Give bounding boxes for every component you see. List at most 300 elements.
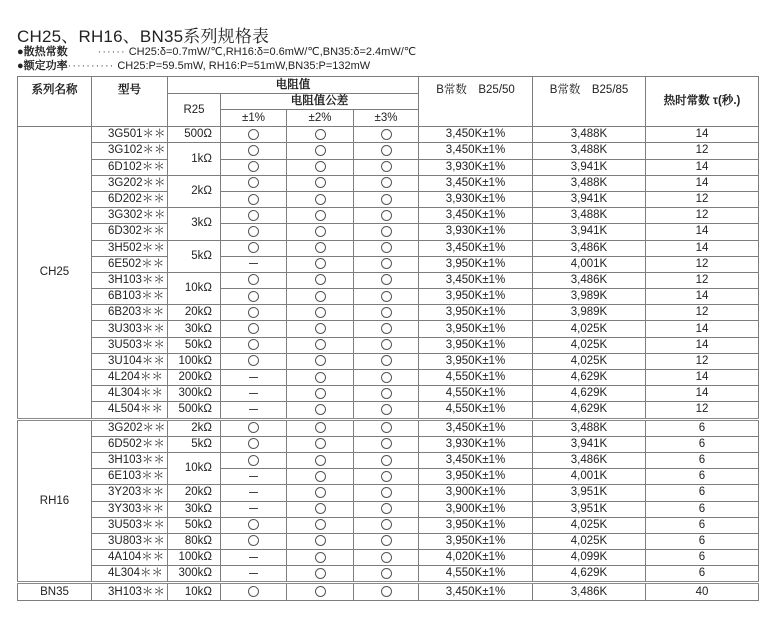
available-circle-icon — [315, 404, 326, 415]
b2585-value: 4,025K — [533, 517, 646, 533]
available-circle-icon — [315, 422, 326, 433]
leader-dots: ······ — [97, 46, 126, 58]
available-circle-icon — [381, 274, 392, 285]
available-circle-icon — [381, 177, 392, 188]
spec-value: CH25:P=59.5mW, RH16:P=51mW,BN35:P=132mW — [117, 60, 371, 72]
available-circle-icon — [381, 210, 392, 221]
model-number: 3Y303＊＊ — [92, 501, 168, 517]
tau-value: 14 — [646, 337, 759, 353]
table-row — [18, 402, 759, 419]
not-available-dash-icon — [249, 409, 258, 410]
tolerance-3-cell — [354, 370, 419, 386]
tolerance-2-cell — [287, 143, 354, 159]
model-number: 3G501＊＊ — [92, 127, 168, 143]
tolerance-1-cell — [221, 256, 287, 272]
b2585-value: 3,951K — [533, 501, 646, 517]
header-series: 系列名称 — [18, 77, 92, 127]
available-circle-icon — [315, 519, 326, 530]
b2585-value: 4,629K — [533, 402, 646, 419]
available-circle-icon — [248, 339, 259, 350]
available-circle-icon — [315, 339, 326, 350]
r25-value: 10kΩ — [168, 272, 221, 304]
tolerance-3-cell — [354, 289, 419, 305]
tolerance-1-cell — [221, 353, 287, 369]
table-row — [18, 583, 759, 600]
available-circle-icon — [248, 291, 259, 302]
not-available-dash-icon — [249, 557, 258, 558]
tau-value: 14 — [646, 159, 759, 175]
table-row — [18, 337, 759, 353]
r25-value: 20kΩ — [168, 485, 221, 501]
available-circle-icon — [315, 129, 326, 140]
spec-label: 散热常数 — [23, 46, 68, 58]
not-available-dash-icon — [249, 263, 258, 264]
table-row — [18, 469, 759, 485]
not-available-dash-icon — [249, 393, 258, 394]
tolerance-1-cell — [221, 583, 287, 600]
table-row — [18, 208, 759, 224]
b2585-value: 3,951K — [533, 485, 646, 501]
not-available-dash-icon — [249, 377, 258, 378]
b2550-value: 3,450K±1% — [419, 272, 533, 288]
table-body — [18, 127, 759, 600]
tolerance-2-cell — [287, 272, 354, 288]
b2585-value: 4,629K — [533, 386, 646, 402]
available-circle-icon — [381, 422, 392, 433]
model-number: 3U503＊＊ — [92, 517, 168, 533]
header-tol-2: ±2% — [287, 110, 354, 127]
tau-value: 12 — [646, 143, 759, 159]
b2550-value: 3,450K±1% — [419, 419, 533, 436]
model-number: 3G302＊＊ — [92, 208, 168, 224]
tolerance-3-cell — [354, 402, 419, 419]
b2550-value: 3,930K±1% — [419, 159, 533, 175]
table-row — [18, 436, 759, 452]
available-circle-icon — [248, 242, 259, 253]
available-circle-icon — [315, 455, 326, 466]
tau-value: 12 — [646, 256, 759, 272]
model-number: 4L304＊＊ — [92, 566, 168, 583]
b2585-value: 4,001K — [533, 256, 646, 272]
r25-value: 5kΩ — [168, 436, 221, 452]
available-circle-icon — [315, 194, 326, 205]
series-name: RH16 — [18, 419, 92, 583]
table-row — [18, 501, 759, 517]
table-row — [18, 224, 759, 240]
available-circle-icon — [381, 455, 392, 466]
model-number: 4L304＊＊ — [92, 386, 168, 402]
b2585-value: 3,989K — [533, 305, 646, 321]
b2550-value: 3,950K±1% — [419, 533, 533, 549]
b2585-value: 4,025K — [533, 321, 646, 337]
available-circle-icon — [248, 145, 259, 156]
model-number: 3U803＊＊ — [92, 533, 168, 549]
not-available-dash-icon — [249, 476, 258, 477]
tolerance-1-cell — [221, 485, 287, 501]
tolerance-1-cell — [221, 240, 287, 256]
header-b2585: B常数 B25/85 — [533, 77, 646, 127]
r25-value: 2kΩ — [168, 419, 221, 436]
tolerance-1-cell — [221, 550, 287, 566]
r25-value: 100kΩ — [168, 550, 221, 566]
tau-value: 6 — [646, 419, 759, 436]
b2585-value: 3,989K — [533, 289, 646, 305]
tolerance-2-cell — [287, 469, 354, 485]
b2585-value: 3,488K — [533, 419, 646, 436]
tolerance-1-cell — [221, 452, 287, 468]
tolerance-3-cell — [354, 272, 419, 288]
tolerance-2-cell — [287, 485, 354, 501]
rated-power — [17, 57, 370, 73]
tolerance-2-cell — [287, 436, 354, 452]
table-row — [18, 127, 759, 143]
tolerance-1-cell — [221, 224, 287, 240]
tolerance-2-cell — [287, 419, 354, 436]
table-header — [18, 77, 759, 127]
tolerance-1-cell — [221, 289, 287, 305]
tolerance-2-cell — [287, 337, 354, 353]
tolerance-1-cell — [221, 370, 287, 386]
leader-dots: ·········· — [67, 60, 115, 72]
tolerance-1-cell — [221, 402, 287, 419]
b2550-value: 4,550K±1% — [419, 402, 533, 419]
available-circle-icon — [381, 355, 392, 366]
model-number: 4L504＊＊ — [92, 402, 168, 419]
available-circle-icon — [248, 519, 259, 530]
available-circle-icon — [248, 323, 259, 334]
available-circle-icon — [315, 568, 326, 579]
b2550-value: 3,950K±1% — [419, 469, 533, 485]
available-circle-icon — [315, 177, 326, 188]
available-circle-icon — [381, 535, 392, 546]
tolerance-2-cell — [287, 402, 354, 419]
available-circle-icon — [315, 242, 326, 253]
header-tolerance: 电阻值公差 — [221, 94, 419, 110]
series-name: BN35 — [18, 583, 92, 600]
tolerance-1-cell — [221, 386, 287, 402]
tolerance-2-cell — [287, 517, 354, 533]
model-number: 6B203＊＊ — [92, 305, 168, 321]
header-resistance: 电阻值 — [168, 77, 419, 94]
available-circle-icon — [381, 291, 392, 302]
tau-value: 6 — [646, 485, 759, 501]
r25-value: 5kΩ — [168, 240, 221, 272]
tau-value: 12 — [646, 402, 759, 419]
not-available-dash-icon — [249, 508, 258, 509]
available-circle-icon — [248, 307, 259, 318]
b2550-value: 4,550K±1% — [419, 566, 533, 583]
tolerance-2-cell — [287, 550, 354, 566]
available-circle-icon — [315, 471, 326, 482]
tolerance-1-cell — [221, 175, 287, 191]
b2550-value: 3,950K±1% — [419, 517, 533, 533]
tau-value: 40 — [646, 583, 759, 600]
tolerance-3-cell — [354, 127, 419, 143]
tolerance-2-cell — [287, 208, 354, 224]
r25-value: 500kΩ — [168, 402, 221, 419]
available-circle-icon — [381, 438, 392, 449]
b2550-value: 3,950K±1% — [419, 256, 533, 272]
b2550-value: 3,900K±1% — [419, 501, 533, 517]
model-number: 3Y203＊＊ — [92, 485, 168, 501]
available-circle-icon — [381, 388, 392, 399]
table-row — [18, 191, 759, 207]
tau-value: 14 — [646, 224, 759, 240]
tolerance-2-cell — [287, 127, 354, 143]
tolerance-3-cell — [354, 583, 419, 600]
header-tau: 热时常数 τ(秒.) — [646, 77, 759, 127]
tau-value: 6 — [646, 550, 759, 566]
available-circle-icon — [315, 372, 326, 383]
table-row — [18, 386, 759, 402]
available-circle-icon — [381, 242, 392, 253]
tolerance-2-cell — [287, 159, 354, 175]
b2550-value: 3,900K±1% — [419, 485, 533, 501]
tau-value: 12 — [646, 353, 759, 369]
tolerance-1-cell — [221, 501, 287, 517]
tolerance-1-cell — [221, 321, 287, 337]
b2550-value: 3,450K±1% — [419, 143, 533, 159]
r25-value: 10kΩ — [168, 583, 221, 600]
available-circle-icon — [248, 177, 259, 188]
model-number: 6E502＊＊ — [92, 256, 168, 272]
tolerance-3-cell — [354, 386, 419, 402]
available-circle-icon — [381, 161, 392, 172]
available-circle-icon — [248, 355, 259, 366]
spec-table — [17, 76, 759, 601]
tau-value: 12 — [646, 305, 759, 321]
spec-label: 额定功率 — [23, 60, 68, 72]
tolerance-1-cell — [221, 143, 287, 159]
tolerance-3-cell — [354, 143, 419, 159]
b2585-value: 3,488K — [533, 175, 646, 191]
available-circle-icon — [315, 307, 326, 318]
tau-value: 12 — [646, 191, 759, 207]
tolerance-1-cell — [221, 159, 287, 175]
tolerance-1-cell — [221, 566, 287, 583]
table-row — [18, 256, 759, 272]
available-circle-icon — [315, 323, 326, 334]
r25-value: 30kΩ — [168, 321, 221, 337]
tolerance-3-cell — [354, 321, 419, 337]
r25-value: 10kΩ — [168, 452, 221, 484]
tolerance-1-cell — [221, 127, 287, 143]
model-number: 3U303＊＊ — [92, 321, 168, 337]
r25-value: 100kΩ — [168, 353, 221, 369]
available-circle-icon — [248, 422, 259, 433]
available-circle-icon — [248, 535, 259, 546]
spec-value: CH25:δ=0.7mW/℃,RH16:δ=0.6mW/℃,BN35:δ=2.4mW/℃ — [128, 46, 417, 58]
tolerance-2-cell — [287, 191, 354, 207]
tolerance-1-cell — [221, 469, 287, 485]
tolerance-2-cell — [287, 452, 354, 468]
available-circle-icon — [381, 487, 392, 498]
available-circle-icon — [381, 503, 392, 514]
b2585-value: 4,025K — [533, 533, 646, 549]
available-circle-icon — [248, 194, 259, 205]
table-row — [18, 419, 759, 436]
model-number: 3G102＊＊ — [92, 143, 168, 159]
tau-value: 12 — [646, 272, 759, 288]
available-circle-icon — [381, 258, 392, 269]
tolerance-1-cell — [221, 517, 287, 533]
tau-value: 14 — [646, 370, 759, 386]
b2585-value: 3,486K — [533, 583, 646, 600]
available-circle-icon — [381, 145, 392, 156]
r25-value: 2kΩ — [168, 175, 221, 207]
header-b2550: B常数 B25/50 — [419, 77, 533, 127]
available-circle-icon — [381, 586, 392, 597]
available-circle-icon — [315, 274, 326, 285]
b2585-value: 3,486K — [533, 272, 646, 288]
table-row — [18, 353, 759, 369]
tolerance-3-cell — [354, 208, 419, 224]
tau-value: 14 — [646, 175, 759, 191]
table-row — [18, 272, 759, 288]
b2585-value: 4,099K — [533, 550, 646, 566]
tau-value: 6 — [646, 517, 759, 533]
table-row — [18, 533, 759, 549]
tau-value: 14 — [646, 321, 759, 337]
table-row — [18, 452, 759, 468]
table-row — [18, 485, 759, 501]
available-circle-icon — [381, 226, 392, 237]
available-circle-icon — [248, 274, 259, 285]
table-row — [18, 370, 759, 386]
available-circle-icon — [381, 339, 392, 350]
tolerance-2-cell — [287, 533, 354, 549]
b2585-value: 4,001K — [533, 469, 646, 485]
tolerance-3-cell — [354, 501, 419, 517]
available-circle-icon — [381, 372, 392, 383]
tolerance-3-cell — [354, 159, 419, 175]
r25-value: 50kΩ — [168, 337, 221, 353]
b2550-value: 3,950K±1% — [419, 305, 533, 321]
b2550-value: 4,550K±1% — [419, 386, 533, 402]
header-r25: R25 — [168, 94, 221, 127]
b2550-value: 3,950K±1% — [419, 353, 533, 369]
b2550-value: 4,550K±1% — [419, 370, 533, 386]
b2550-value: 4,020K±1% — [419, 550, 533, 566]
tolerance-3-cell — [354, 191, 419, 207]
table-row — [18, 289, 759, 305]
available-circle-icon — [315, 210, 326, 221]
model-number: 3H103＊＊ — [92, 452, 168, 468]
tolerance-2-cell — [287, 240, 354, 256]
series-name: CH25 — [18, 127, 92, 419]
tolerance-3-cell — [354, 452, 419, 468]
table-row — [18, 321, 759, 337]
tolerance-3-cell — [354, 517, 419, 533]
available-circle-icon — [381, 404, 392, 415]
available-circle-icon — [381, 307, 392, 318]
available-circle-icon — [315, 226, 326, 237]
b2585-value: 3,941K — [533, 159, 646, 175]
tolerance-3-cell — [354, 566, 419, 583]
available-circle-icon — [315, 161, 326, 172]
tolerance-2-cell — [287, 175, 354, 191]
table-row — [18, 305, 759, 321]
tolerance-3-cell — [354, 419, 419, 436]
bullet: ● — [17, 46, 24, 58]
model-number: 3G202＊＊ — [92, 175, 168, 191]
tau-value: 14 — [646, 240, 759, 256]
available-circle-icon — [381, 194, 392, 205]
table-row — [18, 566, 759, 583]
tolerance-3-cell — [354, 533, 419, 549]
b2585-value: 3,941K — [533, 191, 646, 207]
page-title: CH25、RH16、BN35系列规格表 — [17, 27, 270, 46]
tolerance-1-cell — [221, 337, 287, 353]
available-circle-icon — [315, 503, 326, 514]
tolerance-3-cell — [354, 353, 419, 369]
b2550-value: 3,450K±1% — [419, 127, 533, 143]
model-number: 3H103＊＊ — [92, 583, 168, 600]
tolerance-3-cell — [354, 485, 419, 501]
table-row — [18, 550, 759, 566]
tau-value: 12 — [646, 208, 759, 224]
header-tol-1: ±1% — [221, 110, 287, 127]
available-circle-icon — [315, 258, 326, 269]
b2550-value: 3,450K±1% — [419, 208, 533, 224]
tau-value: 6 — [646, 452, 759, 468]
tolerance-2-cell — [287, 370, 354, 386]
b2585-value: 3,488K — [533, 143, 646, 159]
tolerance-2-cell — [287, 321, 354, 337]
available-circle-icon — [381, 129, 392, 140]
tolerance-1-cell — [221, 305, 287, 321]
b2585-value: 3,488K — [533, 127, 646, 143]
available-circle-icon — [381, 519, 392, 530]
model-number: 4L204＊＊ — [92, 370, 168, 386]
tolerance-2-cell — [287, 566, 354, 583]
available-circle-icon — [315, 145, 326, 156]
available-circle-icon — [315, 388, 326, 399]
header-model: 型号 — [92, 77, 168, 127]
r25-value: 80kΩ — [168, 533, 221, 549]
tolerance-1-cell — [221, 191, 287, 207]
tolerance-2-cell — [287, 224, 354, 240]
b2585-value: 3,488K — [533, 208, 646, 224]
b2550-value: 3,950K±1% — [419, 289, 533, 305]
available-circle-icon — [315, 586, 326, 597]
tolerance-3-cell — [354, 436, 419, 452]
b2550-value: 3,450K±1% — [419, 175, 533, 191]
b2585-value: 3,941K — [533, 436, 646, 452]
r25-value: 30kΩ — [168, 501, 221, 517]
b2550-value: 3,930K±1% — [419, 436, 533, 452]
model-number: 6B103＊＊ — [92, 289, 168, 305]
table-row — [18, 240, 759, 256]
model-number: 6E103＊＊ — [92, 469, 168, 485]
available-circle-icon — [381, 471, 392, 482]
tolerance-2-cell — [287, 583, 354, 600]
available-circle-icon — [248, 210, 259, 221]
tolerance-2-cell — [287, 386, 354, 402]
tau-value: 6 — [646, 533, 759, 549]
available-circle-icon — [315, 355, 326, 366]
available-circle-icon — [381, 552, 392, 563]
tolerance-2-cell — [287, 305, 354, 321]
tau-value: 6 — [646, 436, 759, 452]
tolerance-2-cell — [287, 353, 354, 369]
table-row — [18, 159, 759, 175]
b2585-value: 3,941K — [533, 224, 646, 240]
model-number: 3H103＊＊ — [92, 272, 168, 288]
available-circle-icon — [315, 438, 326, 449]
b2550-value: 3,950K±1% — [419, 321, 533, 337]
model-number: 3G202＊＊ — [92, 419, 168, 436]
